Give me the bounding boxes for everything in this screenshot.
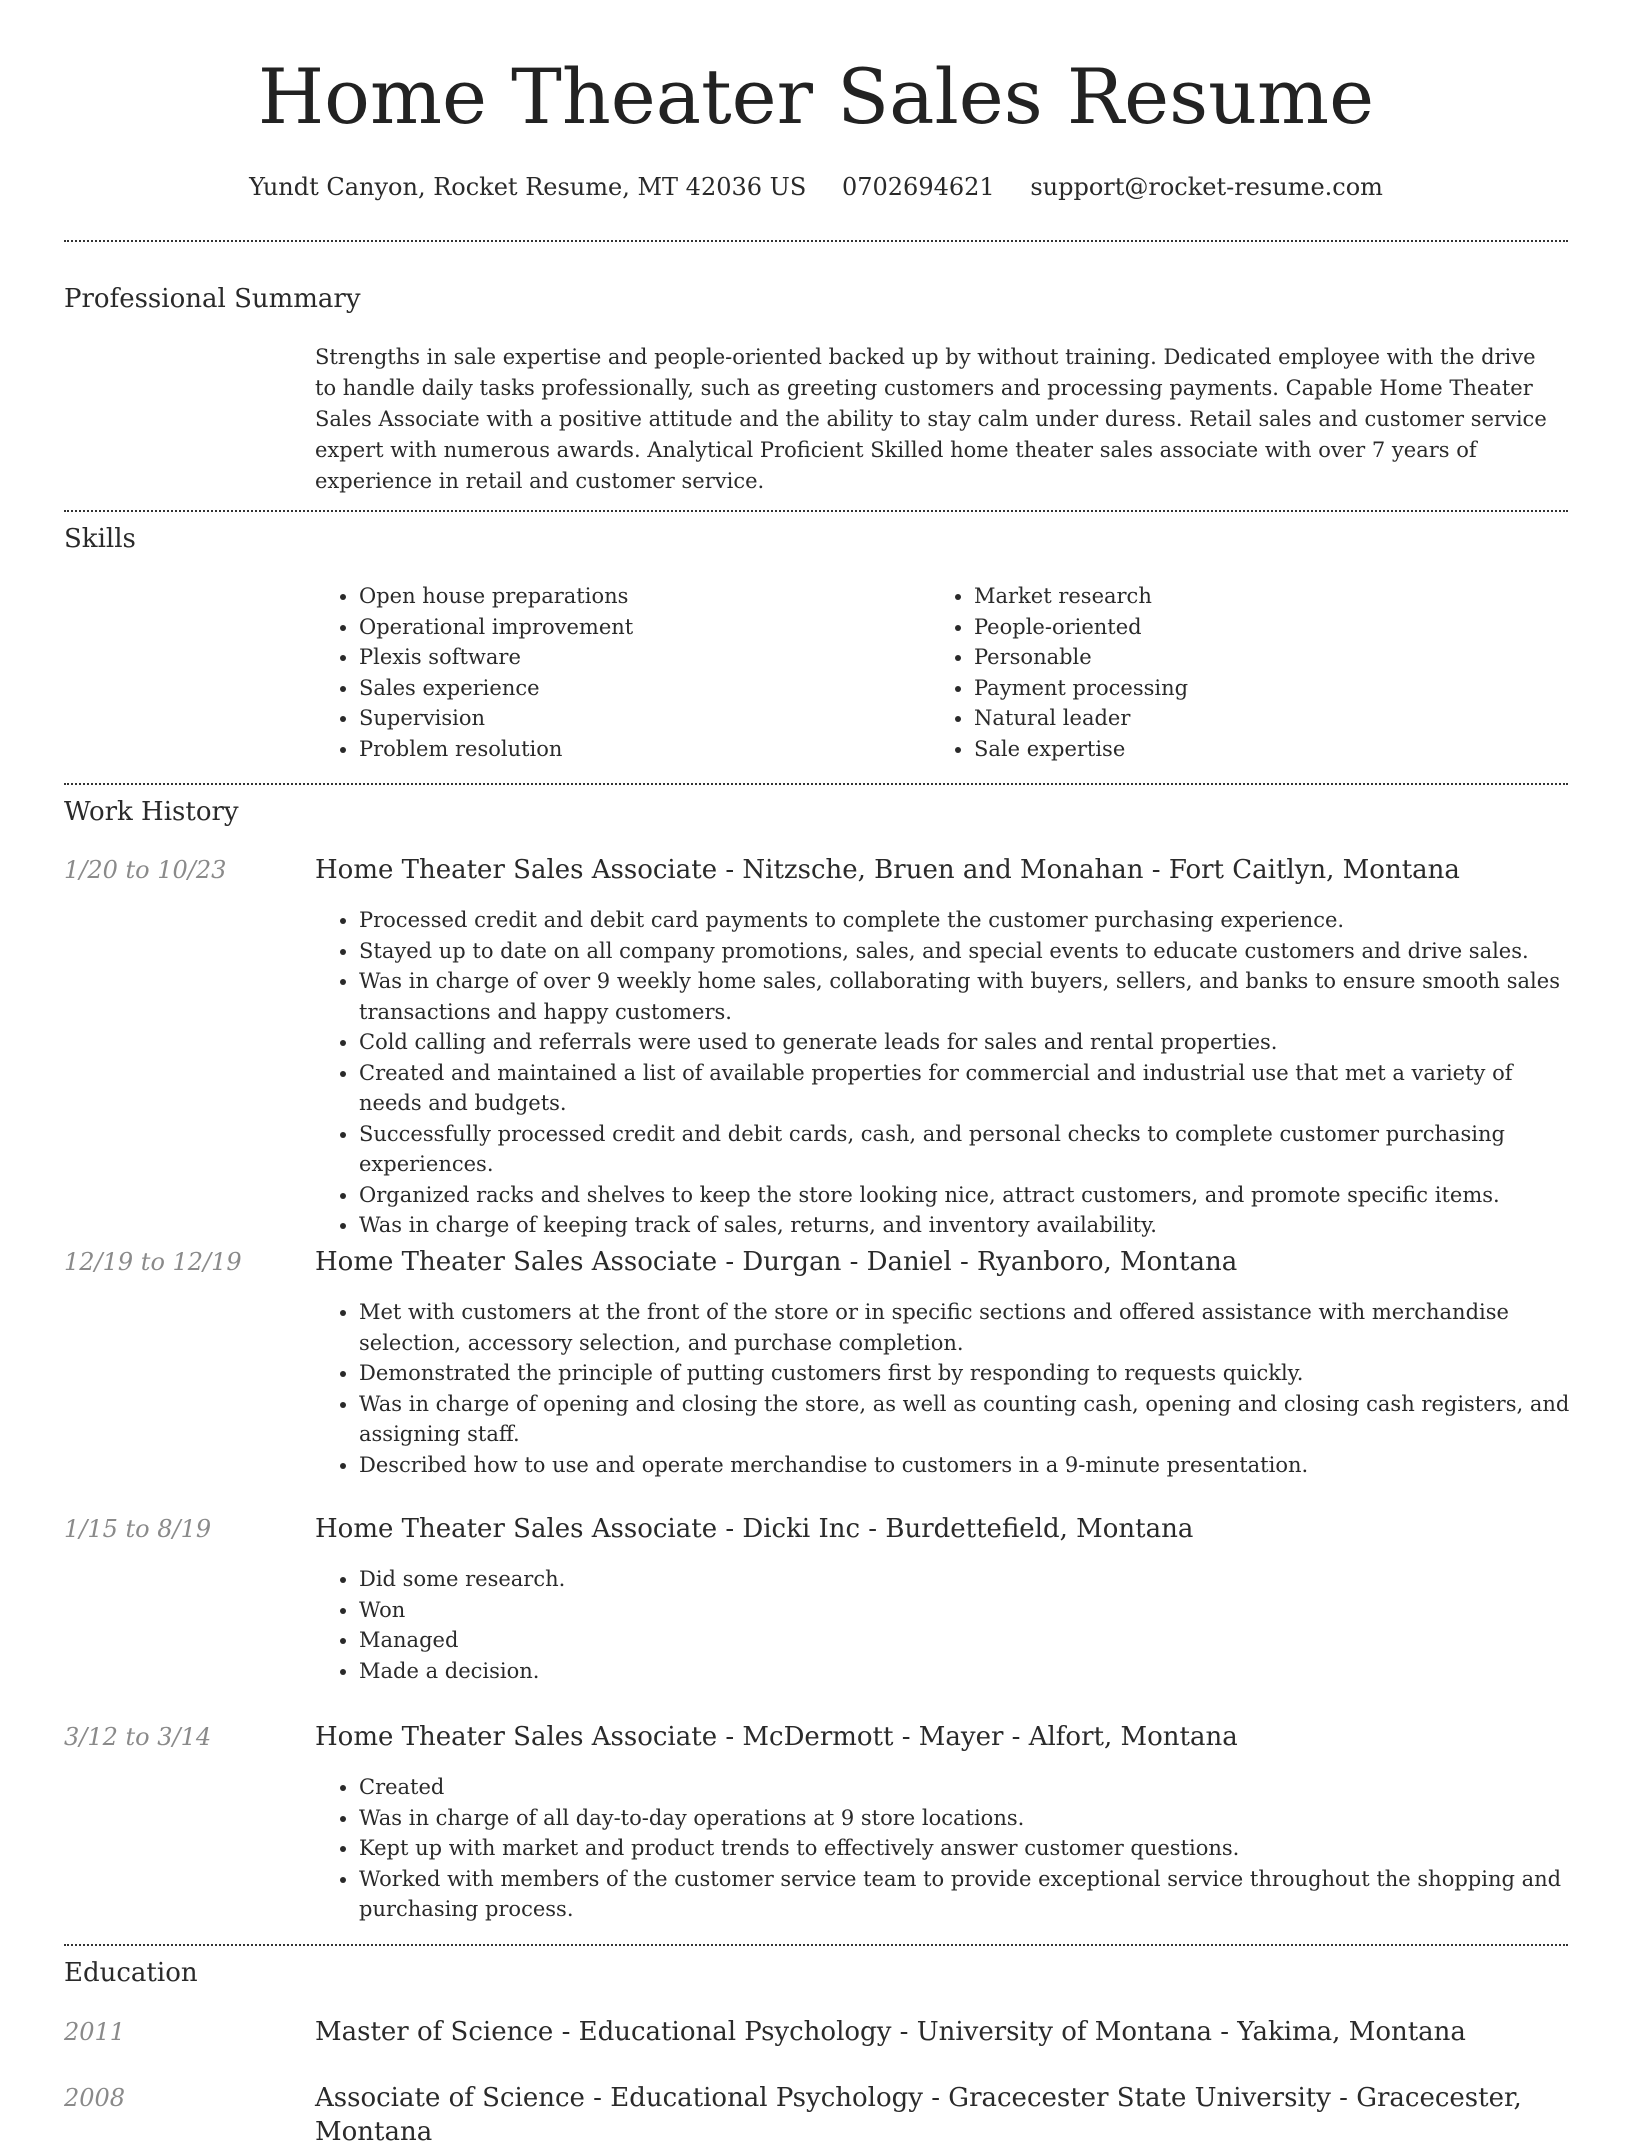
job-title: Home Theater Sales Associate - McDermott - Mayer - Alfort, Montana [315,1722,1238,1752]
contact-phone: 0702694621 [841,173,995,201]
job-bullet: • Demonstrated the principle of putting customers first by responding to requests quickly. [359,1358,1575,1389]
job-dates: 1/20 to 10/23 [64,856,227,884]
job-bullets [315,1297,1575,1480]
job-bullet: • Processed credit and debit card payments to complete the customer purchasing experience. [359,905,1575,936]
job-bullet: • Made a decision. [359,1656,1575,1687]
job-title: Home Theater Sales Associate - Nitzsche, Bruen and Monahan - Fort Caitlyn, Montana [315,855,1460,885]
skill-item: • Natural leader [974,703,1510,734]
job-bullet: • Kept up with market and product trends to effectively answer customer questions. [359,1833,1575,1864]
job-bullet: • Managed [359,1625,1575,1656]
education-year: 2011 [64,2018,126,2046]
job-bullet: • Was in charge of keeping track of sales, returns, and inventory availability. [359,1210,1575,1241]
job-bullet: • Successfully processed credit and debit cards, cash, and personal checks to complete customer purchasing experiences. [359,1119,1575,1180]
page-title: Home Theater Sales Resume [257,52,1375,141]
job-bullets [315,905,1575,1241]
job-bullet: • Described how to use and operate merchandise to customers in a 9-minute presentation. [359,1450,1575,1481]
skill-item: • Open house preparations [359,581,895,612]
job-bullet: • Worked with members of the customer service team to provide exceptional service throughout the shopping and purchasing process. [359,1864,1575,1925]
job-dates: 12/19 to 12/19 [64,1248,242,1276]
job-title: Home Theater Sales Associate - Durgan - Daniel - Ryanboro, Montana [315,1247,1238,1277]
section-title-education: Education [64,1958,198,1988]
education-degree: Associate of Science - Educational Psychology - Gracecester State University - Gracecester, Montana [315,2083,1522,2147]
contact-address: Yundt Canyon, Rocket Resume, MT 42036 US [249,173,807,201]
skill-item: • Supervision [359,703,895,734]
skill-item: • Sales experience [359,673,895,704]
job-bullet: • Did some research. [359,1564,1575,1595]
job-dates: 1/15 to 8/19 [64,1515,212,1543]
job-bullet: • Won [359,1595,1575,1626]
section-title-work-history: Work History [64,797,239,827]
contact-email: support@rocket-resume.com [1030,173,1383,201]
skills-column-right [930,581,1510,764]
job-dates: 3/12 to 3/14 [64,1723,212,1751]
section-title-summary: Professional Summary [64,284,361,314]
job-bullet: • Met with customers at the front of the store or in specific sections and offered assistance with merchandise selection, accessory selection, and purchase completion. [359,1297,1575,1358]
skill-item: • Problem resolution [359,734,895,765]
skill-item: • Sale expertise [974,734,1510,765]
skill-item: • People-oriented [974,612,1510,643]
job-bullet: • Cold calling and referrals were used to generate leads for sales and rental properties. [359,1027,1575,1058]
summary-text: Strengths in sale expertise and people-oriented backed up by without training. Dedicated employee with the drive to handle daily tasks professionally, such as greeting customers and processing payments. Capable Home Theater Sales Associate with a positive attitude and the ability to stay calm under duress. Retail sales and customer service expert with numerous awards. Analytical Proficient Skilled home theater sales associate with over 7 years of experience in retail and customer service. [315,345,1547,493]
job-bullet: • Stayed up to date on all company promotions, sales, and special events to educate customers and drive sales. [359,936,1575,967]
education-degree: Master of Science - Educational Psychology - University of Montana - Yakima, Montana [315,2017,1466,2047]
skill-item: • Payment processing [974,673,1510,704]
skill-item: • Market research [974,581,1510,612]
divider [64,240,1568,242]
education-year: 2008 [64,2084,126,2112]
job-bullet: • Was in charge of all day-to-day operations at 9 store locations. [359,1803,1575,1834]
job-bullet: • Created [359,1772,1575,1803]
skills-column-left [315,581,895,764]
divider [64,510,1568,512]
divider [64,1944,1568,1946]
job-bullets [315,1564,1575,1686]
job-bullet: • Was in charge of over 9 weekly home sales, collaborating with buyers, sellers, and banks to ensure smooth sales transactions and happy customers. [359,966,1575,1027]
skill-item: • Plexis software [359,642,895,673]
job-bullet: • Organized racks and shelves to keep the store looking nice, attract customers, and promote specific items. [359,1180,1575,1211]
job-bullets [315,1772,1575,1925]
contact-line [64,170,1568,204]
section-title-skills: Skills [64,524,136,554]
job-title: Home Theater Sales Associate - Dicki Inc - Burdettefield, Montana [315,1514,1194,1544]
skill-item: • Personable [974,642,1510,673]
job-bullet: • Was in charge of opening and closing the store, as well as counting cash, opening and closing cash registers, and assigning staff. [359,1389,1575,1450]
divider [64,783,1568,785]
job-bullet: • Created and maintained a list of available properties for commercial and industrial use that met a variety of needs and budgets. [359,1058,1575,1119]
skill-item: • Operational improvement [359,612,895,643]
